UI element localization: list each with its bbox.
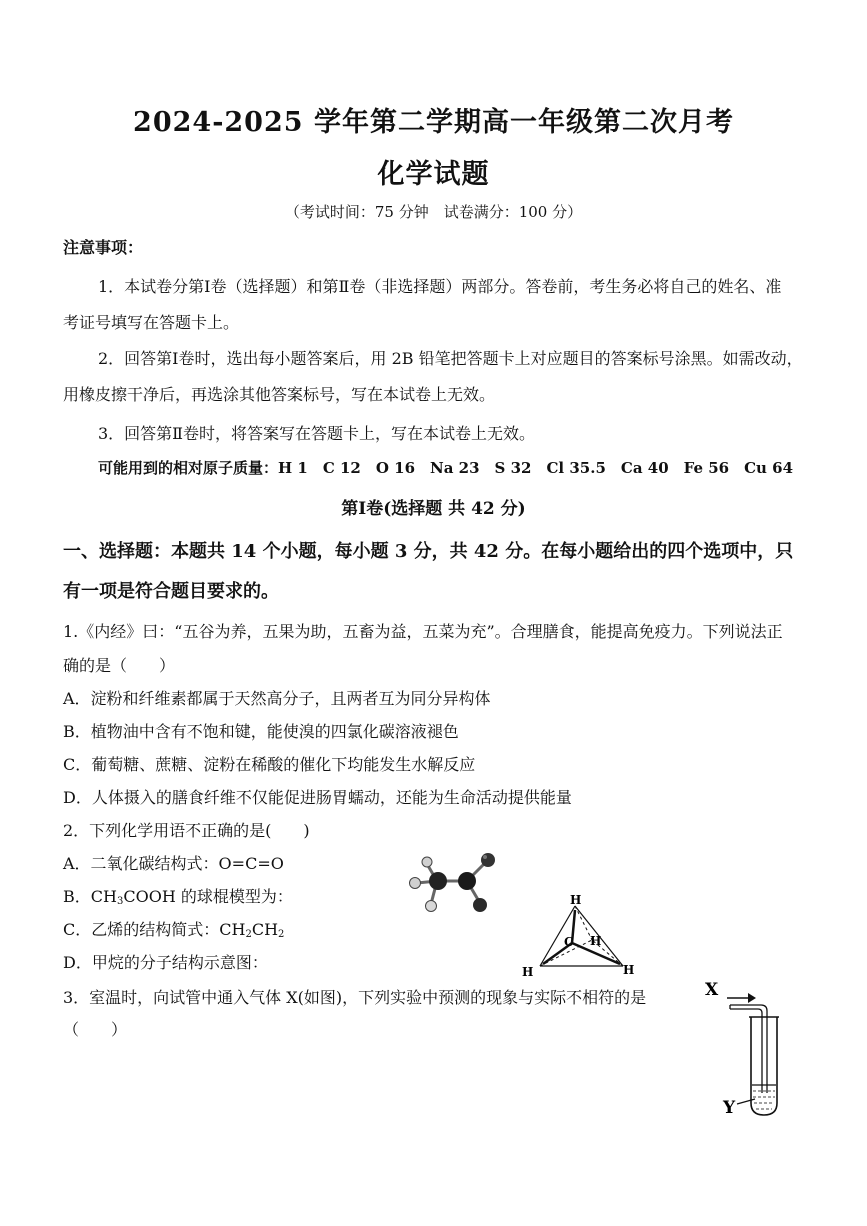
atomic-masses: 可能用到的相对原子质量：H 1 C 12 O 16 Na 23 S 32 Cl 35.5 Ca 40 Fe 56 Cu 64 bbox=[98, 459, 794, 477]
q3-stem-line-1: 3．室温时，向试管中通入气体 X(如图)，下列实验中预测的现象与实际不相符的是 bbox=[63, 988, 647, 1007]
tube-label-y: Y bbox=[723, 1098, 736, 1118]
section-instructions-line-1: 一、选择题：本题共 14 个小题，每小题 3 分，共 42 分。在每小题给出的四个选项中，只 bbox=[63, 541, 794, 562]
methane-label-h-right: H bbox=[623, 963, 635, 977]
q2-option-b: B．$CH_3COOH$ 的球棍模型为： bbox=[63, 887, 293, 907]
note-2-line-2: 用橡皮擦干净后，再选涂其他答案标号，写在本试卷上无效。 bbox=[63, 385, 496, 404]
note-1-line-1: 1．本试卷分第Ⅰ卷（选择题）和第Ⅱ卷（非选择题）两部分。答卷前，考生务必将自己的姓名、准 bbox=[98, 277, 782, 296]
q3-stem-line-2: （ ） bbox=[63, 1020, 128, 1039]
gas-tube-apparatus bbox=[695, 975, 795, 1125]
part1-title: 第Ⅰ卷(选择题 共 42 分) bbox=[341, 499, 526, 519]
q2-option-d: D．甲烷的分子结构示意图： bbox=[63, 953, 268, 972]
exam-info: （考试时间：75 分钟 试卷满分：100 分） bbox=[284, 203, 583, 221]
q1-stem-line-1: 1.《内经》曰：“五谷为养，五果为助，五畜为益，五菜为充”。合理膳食，能提高免疫力。下列说法正 bbox=[63, 622, 783, 641]
q1-option-c: C．葡萄糖、蔗糖、淀粉在稀酸的催化下均能发生水解反应 bbox=[63, 755, 476, 774]
methane-label-h-left: H bbox=[522, 965, 534, 979]
q1-stem-line-2: 确的是（ ） bbox=[63, 656, 176, 675]
methane-structure-diagram bbox=[518, 888, 643, 988]
q2-stem: 2．下列化学用语不正确的是( ) bbox=[63, 821, 310, 840]
methane-label-c: C bbox=[564, 935, 574, 949]
exam-subtitle: 化学试题 bbox=[377, 159, 490, 190]
note-2-line-1: 2．回答第Ⅰ卷时，选出每小题答案后，用 2B 铅笔把答题卡上对应题目的答案标号涂黑。如需改动， bbox=[98, 349, 803, 368]
methane-label-h-top: H bbox=[570, 893, 582, 907]
acetic-acid-ball-stick-model bbox=[405, 848, 515, 923]
tube-label-x: X bbox=[705, 980, 719, 1000]
note-3: 3．回答第Ⅱ卷时，将答案写在答题卡上，写在本试卷上无效。 bbox=[98, 424, 536, 443]
q2-option-a: A．二氧化碳结构式：O=C=O bbox=[63, 854, 284, 873]
section-instructions-line-2: 有一项是符合题目要求的。 bbox=[63, 581, 279, 602]
notes-heading: 注意事项： bbox=[63, 238, 144, 257]
q1-option-b: B．植物油中含有不饱和键，能使溴的四氯化碳溶液褪色 bbox=[63, 722, 459, 741]
q2-option-c: C．乙烯的结构简式：$CH_2CH_2$ bbox=[63, 920, 285, 940]
q1-option-d: D．人体摄入的膳食纤维不仅能促进肠胃蠕动，还能为生命活动提供能量 bbox=[63, 788, 572, 807]
note-1-line-2: 考证号填写在答题卡上。 bbox=[63, 313, 240, 332]
exam-title: 2024-2025 学年第二学期高一年级第二次月考 bbox=[133, 107, 734, 138]
q1-option-a: A．淀粉和纤维素都属于天然高分子，且两者互为同分异构体 bbox=[63, 689, 491, 708]
methane-label-h-mid: H bbox=[590, 934, 602, 948]
